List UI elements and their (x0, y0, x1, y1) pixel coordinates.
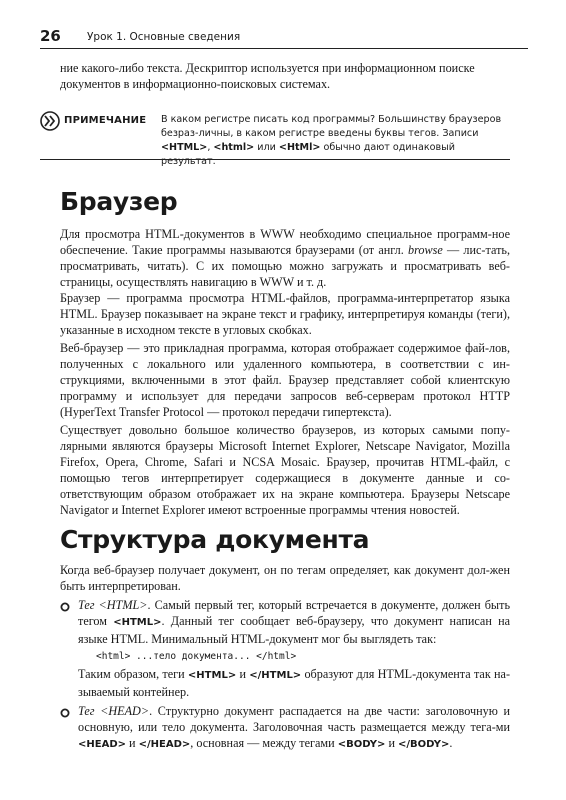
code-example: <html> ...тело документа... </html> (96, 651, 297, 662)
bullet-head-tag: Тег <HEAD>. Структурно документ распадается на две части: заголовочную и основную, или тело документа. Заголовочная часть размещается между тега-ми <HEAD> и </HEAD>, основная — между тегами <BODY> и </BODY>. (78, 704, 510, 750)
browser-paragraph-2: Браузер — программа просмотра HTML-файлов, программа-интерпретатор языка HTML. Браузер показывает на экране текст и графику, интерпретируя команды (теги), указанные в исходном тексте в угловых скобках. (60, 291, 510, 337)
page-number: 26 (40, 27, 61, 45)
browser-paragraph-3: Веб-браузер — это прикладная программа, которая отображает содержимое фай-лов, полученных с локального или удаленного компьютера, в соответствии с ин-струкциями, включенными в этот файл. Браузер представляет собой клиентскую программу и использует для передачи запросов веб-серверам протокол HTTP (HyperText Transfer Protocol — протокол передачи гипертекста). (60, 341, 510, 419)
note-label: ПРИМЕЧАНИЕ (64, 115, 147, 126)
browser-paragraph-1: Для просмотра HTML-документов в WWW необходимо специальное программ-ное обеспечение. Такие программы называются браузерами (от англ. browse — лис-тать, просматривать, читать). С их помощью можно загружать и просматривать веб-страницы, осуществлять навигацию в WWW и т. д. (60, 227, 510, 289)
intro-line-2: документов в информационно-поисковых системах. (60, 77, 331, 91)
note-divider (40, 159, 510, 160)
intro-paragraph (60, 60, 510, 92)
section-heading-structure: Структура документа (60, 525, 370, 554)
double-chevron-icon (40, 111, 60, 131)
section-heading-browser: Браузер (60, 187, 178, 216)
bullet-html-tag: Тег <HTML>. Самый первый тег, который встречается в документе, должен быть тегом <HTML>. Данный тег сообщает веб-браузеру, что документ написан на языке HTML. Минимальный HTML-документ мог бы выглядеть так: (78, 598, 511, 646)
browser-paragraph-4: Существует довольно большое количество браузеров, из которых самыми попу-лярными являются браузеры Microsoft Internet Explorer, Netscape Navigator, Mozilla Firefox, Opera, Chrome, Safari и NCSA Mosaic. Браузер, прочитав HTML-файл, с помощью тегов интерпретирует содержащиеся в документе данные и со-ответствующим образом отображает их на экране компьютера. Браузеры Netscape Navigator и Internet Explorer имеют встроенные программы чтения новостей. (60, 423, 510, 517)
running-head: Урок 1. Основные сведения (87, 31, 241, 43)
intro-line-1: ние какого-либо текста. Дескриптор используется при информационном поиске (60, 61, 475, 75)
page-header (40, 26, 528, 49)
note-text: В каком регистре писать код программы? Большинству браузеров безраз-личны, в каком регистре введены буквы тегов. Записи <HTML>, <html> или <HtMl> обычно дают одинаковый результат. (161, 114, 502, 167)
note-box (40, 112, 510, 167)
note-badge (40, 112, 158, 130)
bullet-icon (60, 602, 70, 612)
bullet-html-tag-continued: Таким образом, теги <HTML> и </HTML> образуют для HTML-документа так на-зываемый контейнер. (78, 667, 511, 699)
structure-paragraph-1: Когда веб-браузер получает документ, он по тегам определяет, как документ дол-жен быть интерпретирован. (60, 563, 510, 593)
bullet-icon (60, 708, 70, 718)
